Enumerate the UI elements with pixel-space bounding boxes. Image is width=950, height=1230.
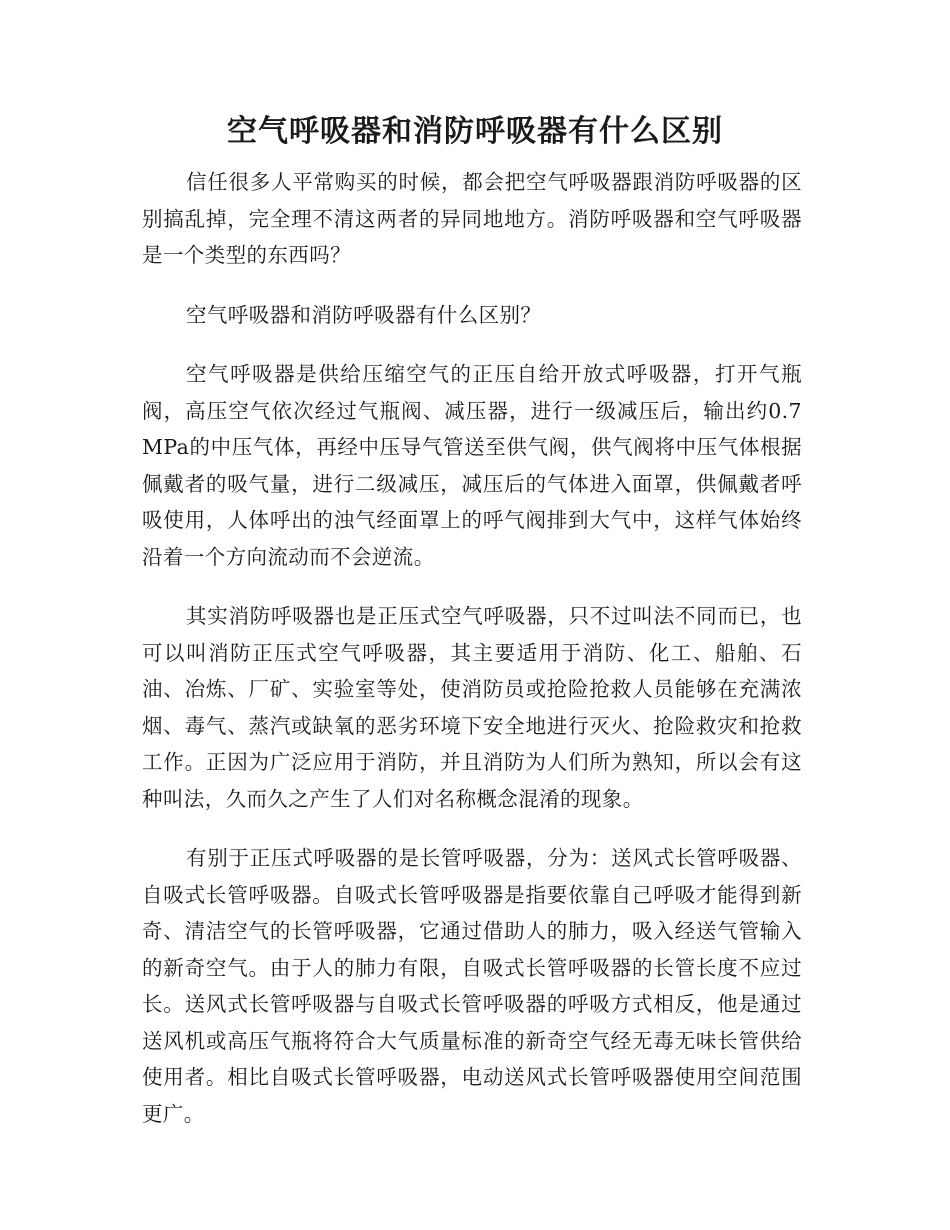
paragraph-question: 空气呼吸器和消防呼吸器有什么区别？ (186, 302, 542, 327)
paragraph-intro: 信任很多人平常购买的时候，都会把空气呼吸器跟消防呼吸器的区别搞乱掉，完全理不清这两者的异同地地方。消防呼吸器和空气呼吸器是一个类型的东西吗？ (142, 170, 802, 267)
document-title: 空气呼吸器和消防呼吸器有什么区别 (227, 114, 723, 149)
paragraph-air-respirator: 空气呼吸器是供给压缩空气的正压自给开放式呼吸器，打开气瓶阀，高压空气依次经过气瓶阀、减压器，进行一级减压后，输出约0.7MPa的中压气体，再经中压导气管送至供气阀，供气阀将中压气体根据佩戴者的吸气量，进行二级减压，减压后的气体进入面罩，供佩戴者呼吸使用，人体呼出的浊气经面罩上的呼气阀排到大气中，这样气体始终沿着一个方向流动而不会逆流。 (142, 362, 802, 569)
paragraph-fire-respirator: 其实消防呼吸器也是正压式空气呼吸器，只不过叫法不同而已，也可以叫消防正压式空气呼吸器，其主要适用于消防、化工、船舶、石油、冶炼、厂矿、实验室等处，使消防员或抢险抢救人员能够在充满浓烟、毒气、蒸汽或缺氧的恶劣环境下安全地进行灭火、抢险救灾和抢救工作。正因为广泛应用于消防，并且消防为人们所为熟知，所以会有这种叫法，久而久之产生了人们对名称概念混淆的现象。 (142, 604, 802, 811)
document-body (142, 164, 802, 1155)
paragraph-long-tube-respirator: 有别于正压式呼吸器的是长管呼吸器，分为：送风式长管呼吸器、自吸式长管呼吸器。自吸式长管呼吸器是指要依靠自己呼吸才能得到新奇、清洁空气的长管呼吸器，它通过借助人的肺力，吸入经送气管输入的新奇空气。由于人的肺力有限，自吸式长管呼吸器的长管长度不应过长。送风式长管呼吸器与自吸式长管呼吸器的呼吸方式相反，他是通过送风机或高压气瓶将符合大气质量标准的新奇空气经无毒无味长管供给使用者。相比自吸式长管呼吸器，电动送风式长管呼吸器使用空间范围更广。 (142, 846, 802, 1126)
